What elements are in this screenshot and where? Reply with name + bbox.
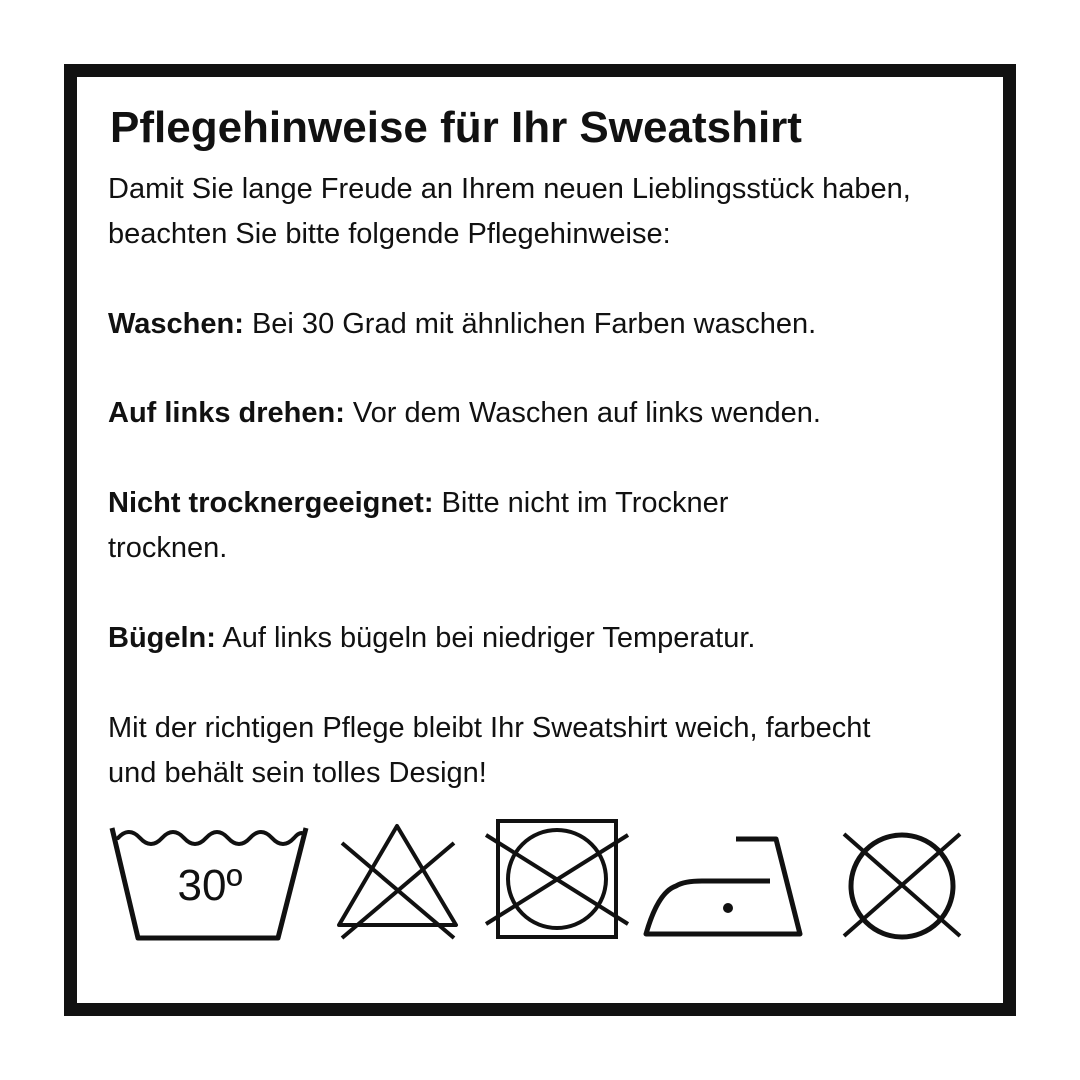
instruction-label: Waschen: xyxy=(108,308,244,340)
outro-text: Mit der richtigen Pflege bleibt Ihr Sweatshirt weich, farbecht und behält sein tolles Design! xyxy=(108,712,871,789)
do-not-tumble-dry-icon xyxy=(484,818,634,942)
wash-temperature-label: 30º xyxy=(177,861,243,910)
instruction-turn-inside-out xyxy=(108,391,968,436)
instruction-text: Bei 30 Grad mit ähnlichen Farben waschen. xyxy=(243,308,817,340)
iron-low-icon xyxy=(642,834,806,942)
instruction-no-dryer xyxy=(108,481,848,571)
intro-text: Damit Sie lange Freude an Ihrem neuen Lieblingsstück haben, beachten Sie bitte folgende Pflegehinweise: xyxy=(108,173,911,250)
instruction-label: Auf links drehen: xyxy=(108,397,345,429)
instruction-text: Auf links bügeln bei niedriger Temperatur. xyxy=(215,622,756,654)
do-not-dry-clean-icon xyxy=(840,830,966,940)
instruction-wash xyxy=(108,302,968,347)
instruction-label: Nicht trocknergeeignet: xyxy=(108,487,434,519)
instruction-label: Bügeln: xyxy=(108,622,216,654)
page-title: Pflegehinweise für Ihr Sweatshirt xyxy=(110,103,802,152)
instruction-text: Vor dem Waschen auf links wenden. xyxy=(344,397,821,429)
instruction-text: Bitte nicht im Trockner trocknen. xyxy=(108,487,729,564)
do-not-bleach-icon xyxy=(336,822,462,942)
wash-30-icon xyxy=(108,822,312,944)
instruction-iron xyxy=(108,616,968,661)
